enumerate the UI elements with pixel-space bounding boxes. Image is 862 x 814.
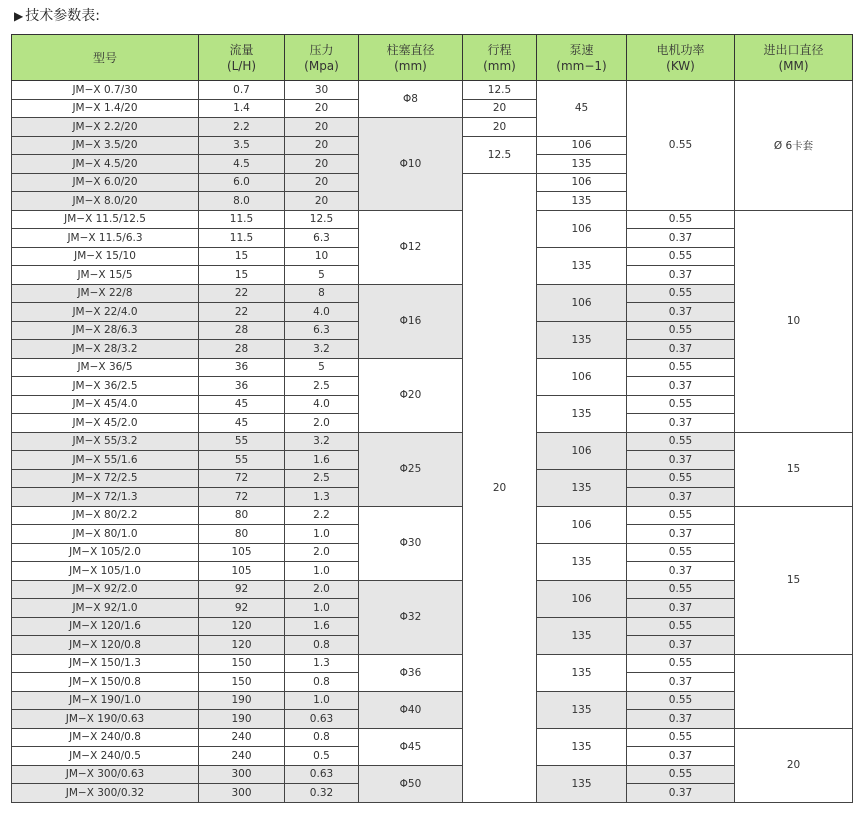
power-cell: 0.37 xyxy=(627,451,735,470)
pressure-cell: 2.0 xyxy=(285,580,359,599)
flow-cell: 55 xyxy=(199,432,285,451)
pressure-cell: 4.0 xyxy=(285,395,359,414)
table-row xyxy=(12,691,853,710)
model-cell: JM−X 72/1.3 xyxy=(12,488,199,507)
speed-cell: 135 xyxy=(537,654,627,691)
flow-cell: 300 xyxy=(199,765,285,784)
speed-cell: 135 xyxy=(537,395,627,432)
speed-cell: 135 xyxy=(537,728,627,765)
flow-cell: 28 xyxy=(199,321,285,340)
flow-cell: 0.7 xyxy=(199,81,285,100)
flow-cell: 150 xyxy=(199,673,285,692)
speed-cell: 106 xyxy=(537,173,627,192)
port-cell: 20 xyxy=(735,728,853,802)
model-cell: JM−X 55/3.2 xyxy=(12,432,199,451)
flow-cell: 105 xyxy=(199,562,285,581)
power-cell: 0.37 xyxy=(627,636,735,655)
model-cell: JM−X 190/1.0 xyxy=(12,691,199,710)
plunger-cell: Φ12 xyxy=(359,210,463,284)
power-cell: 0.37 xyxy=(627,266,735,285)
flow-cell: 22 xyxy=(199,303,285,322)
flow-cell: 15 xyxy=(199,266,285,285)
power-cell: 0.37 xyxy=(627,710,735,729)
power-cell: 0.37 xyxy=(627,488,735,507)
flow-cell: 120 xyxy=(199,617,285,636)
flow-cell: 1.4 xyxy=(199,99,285,118)
power-cell: 0.37 xyxy=(627,229,735,248)
power-cell: 0.37 xyxy=(627,784,735,803)
port-cell: 15 xyxy=(735,506,853,654)
pressure-cell: 1.6 xyxy=(285,617,359,636)
pressure-cell: 0.5 xyxy=(285,747,359,766)
stroke-cell: 20 xyxy=(463,173,537,802)
header-power: 电机功率 (KW) xyxy=(627,35,735,81)
table-row xyxy=(12,432,853,451)
speed-cell: 135 xyxy=(537,155,627,174)
power-cell: 0.37 xyxy=(627,599,735,618)
pressure-cell: 6.3 xyxy=(285,229,359,248)
model-cell: JM−X 80/1.0 xyxy=(12,525,199,544)
speed-cell: 135 xyxy=(537,617,627,654)
power-cell: 0.55 xyxy=(627,617,735,636)
table-row xyxy=(12,654,853,673)
flow-cell: 190 xyxy=(199,691,285,710)
flow-cell: 3.5 xyxy=(199,136,285,155)
model-cell: JM−X 150/1.3 xyxy=(12,654,199,673)
pressure-cell: 1.0 xyxy=(285,599,359,618)
power-cell: 0.55 xyxy=(627,358,735,377)
section-title xyxy=(14,5,100,25)
header-row xyxy=(12,35,853,81)
port-cell: Ø 6卡套 xyxy=(735,81,853,211)
pressure-cell: 0.8 xyxy=(285,636,359,655)
pressure-cell: 3.2 xyxy=(285,432,359,451)
speed-cell: 106 xyxy=(537,580,627,617)
power-cell: 0.55 xyxy=(627,580,735,599)
flow-cell: 72 xyxy=(199,488,285,507)
plunger-cell: Φ25 xyxy=(359,432,463,506)
header-plunger: 柱塞直径 (mm) xyxy=(359,35,463,81)
stroke-cell: 12.5 xyxy=(463,136,537,173)
speed-cell: 106 xyxy=(537,358,627,395)
model-cell: JM−X 240/0.8 xyxy=(12,728,199,747)
stroke-cell: 20 xyxy=(463,118,537,137)
plunger-cell: Φ32 xyxy=(359,580,463,654)
pressure-cell: 2.5 xyxy=(285,469,359,488)
power-cell: 0.55 xyxy=(627,81,735,211)
pressure-cell: 1.6 xyxy=(285,451,359,470)
pressure-cell: 2.2 xyxy=(285,506,359,525)
plunger-cell: Φ45 xyxy=(359,728,463,765)
header-pressure: 压力 (Mpa) xyxy=(285,35,359,81)
table-row xyxy=(12,765,853,784)
pressure-cell: 4.0 xyxy=(285,303,359,322)
stroke-cell: 20 xyxy=(463,99,537,118)
header-model: 型号 xyxy=(12,35,199,81)
flow-cell: 120 xyxy=(199,636,285,655)
power-cell: 0.55 xyxy=(627,691,735,710)
spec-table xyxy=(11,34,853,803)
power-cell: 0.55 xyxy=(627,506,735,525)
pressure-cell: 1.0 xyxy=(285,525,359,544)
header-speed: 泵速 (mm−1) xyxy=(537,35,627,81)
power-cell: 0.55 xyxy=(627,654,735,673)
plunger-cell: Φ20 xyxy=(359,358,463,432)
flow-cell: 190 xyxy=(199,710,285,729)
model-cell: JM−X 11.5/12.5 xyxy=(12,210,199,229)
pressure-cell: 20 xyxy=(285,173,359,192)
flow-cell: 4.5 xyxy=(199,155,285,174)
pressure-cell: 8 xyxy=(285,284,359,303)
pressure-cell: 6.3 xyxy=(285,321,359,340)
pressure-cell: 20 xyxy=(285,155,359,174)
model-cell: JM−X 120/0.8 xyxy=(12,636,199,655)
model-cell: JM−X 120/1.6 xyxy=(12,617,199,636)
plunger-cell: Φ50 xyxy=(359,765,463,802)
flow-cell: 45 xyxy=(199,414,285,433)
model-cell: JM−X 105/1.0 xyxy=(12,562,199,581)
flow-cell: 45 xyxy=(199,395,285,414)
pressure-cell: 20 xyxy=(285,136,359,155)
flow-cell: 150 xyxy=(199,654,285,673)
table-row xyxy=(12,506,853,525)
pressure-cell: 20 xyxy=(285,192,359,211)
flow-cell: 240 xyxy=(199,747,285,766)
model-cell: JM−X 3.5/20 xyxy=(12,136,199,155)
speed-cell: 45 xyxy=(537,81,627,137)
model-cell: JM−X 45/4.0 xyxy=(12,395,199,414)
power-cell: 0.55 xyxy=(627,765,735,784)
pressure-cell: 1.3 xyxy=(285,654,359,673)
flow-cell: 36 xyxy=(199,377,285,396)
speed-cell: 135 xyxy=(537,765,627,802)
table-row xyxy=(12,728,853,747)
plunger-cell: Φ16 xyxy=(359,284,463,358)
plunger-cell: Φ36 xyxy=(359,654,463,691)
pressure-cell: 3.2 xyxy=(285,340,359,359)
pressure-cell: 1.3 xyxy=(285,488,359,507)
table-row xyxy=(12,81,853,100)
pressure-cell: 5 xyxy=(285,266,359,285)
pressure-cell: 2.0 xyxy=(285,414,359,433)
model-cell: JM−X 22/8 xyxy=(12,284,199,303)
model-cell: JM−X 240/0.5 xyxy=(12,747,199,766)
model-cell: JM−X 11.5/6.3 xyxy=(12,229,199,248)
model-cell: JM−X 45/2.0 xyxy=(12,414,199,433)
pressure-cell: 10 xyxy=(285,247,359,266)
flow-cell: 240 xyxy=(199,728,285,747)
pressure-cell: 1.0 xyxy=(285,562,359,581)
model-cell: JM−X 6.0/20 xyxy=(12,173,199,192)
power-cell: 0.55 xyxy=(627,284,735,303)
model-cell: JM−X 300/0.63 xyxy=(12,765,199,784)
speed-cell: 106 xyxy=(537,136,627,155)
plunger-cell: Φ10 xyxy=(359,118,463,211)
flow-cell: 36 xyxy=(199,358,285,377)
flow-cell: 55 xyxy=(199,451,285,470)
model-cell: JM−X 28/6.3 xyxy=(12,321,199,340)
flow-cell: 11.5 xyxy=(199,229,285,248)
power-cell: 0.55 xyxy=(627,247,735,266)
flow-cell: 92 xyxy=(199,580,285,599)
flow-cell: 22 xyxy=(199,284,285,303)
flow-cell: 92 xyxy=(199,599,285,618)
flow-cell: 8.0 xyxy=(199,192,285,211)
speed-cell: 106 xyxy=(537,432,627,469)
speed-cell: 135 xyxy=(537,192,627,211)
flow-cell: 11.5 xyxy=(199,210,285,229)
model-cell: JM−X 4.5/20 xyxy=(12,155,199,174)
model-cell: JM−X 8.0/20 xyxy=(12,192,199,211)
model-cell: JM−X 28/3.2 xyxy=(12,340,199,359)
header-port: 进出口直径 (MM) xyxy=(735,35,853,81)
power-cell: 0.37 xyxy=(627,673,735,692)
power-cell: 0.37 xyxy=(627,303,735,322)
power-cell: 0.55 xyxy=(627,543,735,562)
table-row xyxy=(12,580,853,599)
model-cell: JM−X 22/4.0 xyxy=(12,303,199,322)
pressure-cell: 12.5 xyxy=(285,210,359,229)
speed-cell: 135 xyxy=(537,543,627,580)
model-cell: JM−X 1.4/20 xyxy=(12,99,199,118)
header-stroke: 行程 (mm) xyxy=(463,35,537,81)
power-cell: 0.55 xyxy=(627,432,735,451)
model-cell: JM−X 15/10 xyxy=(12,247,199,266)
speed-cell: 106 xyxy=(537,284,627,321)
speed-cell: 106 xyxy=(537,210,627,247)
header-flow: 流量 (L/H) xyxy=(199,35,285,81)
pressure-cell: 0.32 xyxy=(285,784,359,803)
model-cell: JM−X 36/5 xyxy=(12,358,199,377)
model-cell: JM−X 36/2.5 xyxy=(12,377,199,396)
model-cell: JM−X 190/0.63 xyxy=(12,710,199,729)
triangle-bullet-icon: ▶ xyxy=(14,9,24,23)
flow-cell: 80 xyxy=(199,525,285,544)
port-cell: 15 xyxy=(735,432,853,506)
flow-cell: 15 xyxy=(199,247,285,266)
flow-cell: 105 xyxy=(199,543,285,562)
model-cell: JM−X 80/2.2 xyxy=(12,506,199,525)
flow-cell: 2.2 xyxy=(199,118,285,137)
table-row xyxy=(12,358,853,377)
flow-cell: 6.0 xyxy=(199,173,285,192)
model-cell: JM−X 300/0.32 xyxy=(12,784,199,803)
plunger-cell: Φ8 xyxy=(359,81,463,118)
speed-cell: 135 xyxy=(537,321,627,358)
pressure-cell: 20 xyxy=(285,99,359,118)
pressure-cell: 1.0 xyxy=(285,691,359,710)
speed-cell: 106 xyxy=(537,506,627,543)
speed-cell: 135 xyxy=(537,469,627,506)
pressure-cell: 30 xyxy=(285,81,359,100)
flow-cell: 80 xyxy=(199,506,285,525)
pressure-cell: 2.0 xyxy=(285,543,359,562)
power-cell: 0.37 xyxy=(627,747,735,766)
model-cell: JM−X 55/1.6 xyxy=(12,451,199,470)
pressure-cell: 0.8 xyxy=(285,728,359,747)
stroke-cell: 12.5 xyxy=(463,81,537,100)
pressure-cell: 2.5 xyxy=(285,377,359,396)
pressure-cell: 0.63 xyxy=(285,710,359,729)
section-title-text: 技术参数表: xyxy=(25,8,100,24)
speed-cell: 135 xyxy=(537,247,627,284)
model-cell: JM−X 15/5 xyxy=(12,266,199,285)
plunger-cell: Φ40 xyxy=(359,691,463,728)
power-cell: 0.37 xyxy=(627,340,735,359)
power-cell: 0.55 xyxy=(627,728,735,747)
model-cell: JM−X 0.7/30 xyxy=(12,81,199,100)
pressure-cell: 20 xyxy=(285,118,359,137)
port-cell-blank xyxy=(735,654,853,728)
power-cell: 0.37 xyxy=(627,377,735,396)
pressure-cell: 5 xyxy=(285,358,359,377)
power-cell: 0.37 xyxy=(627,525,735,544)
power-cell: 0.55 xyxy=(627,395,735,414)
power-cell: 0.55 xyxy=(627,321,735,340)
power-cell: 0.37 xyxy=(627,414,735,433)
speed-cell: 135 xyxy=(537,691,627,728)
model-cell: JM−X 150/0.8 xyxy=(12,673,199,692)
model-cell: JM−X 2.2/20 xyxy=(12,118,199,137)
power-cell: 0.37 xyxy=(627,562,735,581)
pressure-cell: 0.63 xyxy=(285,765,359,784)
model-cell: JM−X 105/2.0 xyxy=(12,543,199,562)
table-row xyxy=(12,210,853,229)
flow-cell: 72 xyxy=(199,469,285,488)
power-cell: 0.55 xyxy=(627,210,735,229)
power-cell: 0.55 xyxy=(627,469,735,488)
flow-cell: 300 xyxy=(199,784,285,803)
flow-cell: 28 xyxy=(199,340,285,359)
table-row xyxy=(12,284,853,303)
pressure-cell: 0.8 xyxy=(285,673,359,692)
port-cell: 10 xyxy=(735,210,853,432)
model-cell: JM−X 92/1.0 xyxy=(12,599,199,618)
model-cell: JM−X 72/2.5 xyxy=(12,469,199,488)
model-cell: JM−X 92/2.0 xyxy=(12,580,199,599)
plunger-cell: Φ30 xyxy=(359,506,463,580)
